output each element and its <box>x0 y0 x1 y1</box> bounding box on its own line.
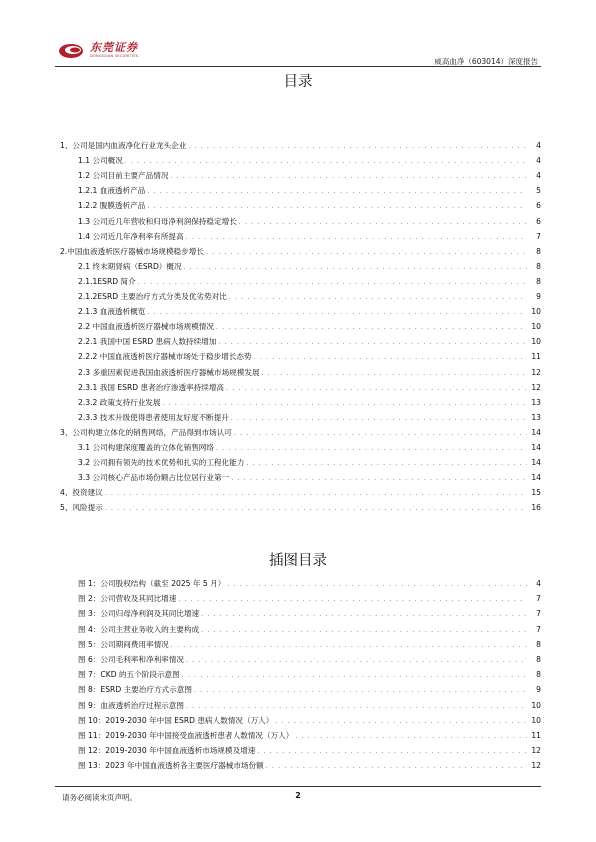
dot-leader <box>186 701 527 712</box>
toc-entry-page: 10 <box>531 307 541 317</box>
dot-leader <box>147 186 527 197</box>
dot-leader <box>194 685 527 696</box>
toc-entry-page: 4 <box>536 156 541 166</box>
toc-entry[interactable] <box>78 457 541 468</box>
logo-english-name: DONGGUAN SECURITIES <box>90 53 139 58</box>
dot-leader <box>231 473 527 484</box>
dot-leader <box>229 292 527 303</box>
figure-entry-page: 8 <box>536 670 541 680</box>
dot-leader <box>201 625 527 636</box>
footer-divider <box>55 786 541 787</box>
figure-entry-label: 图 4：公司主营业务收入的主要构成 <box>78 624 200 634</box>
figure-entry-page: 10 <box>531 700 541 710</box>
toc-entry-page: 13 <box>531 397 541 407</box>
toc-entry-label: 2.3 多重因素促进我国血液透析医疗器械市场规模发展 <box>78 367 260 377</box>
dot-leader <box>262 368 527 379</box>
toc-entry-page: 14 <box>531 443 541 452</box>
toc-entry[interactable] <box>78 367 541 378</box>
dot-leader <box>186 655 527 666</box>
toc-entry-page: 4 <box>536 171 541 181</box>
toc-entry[interactable] <box>78 185 541 196</box>
toc-entry-label: 1、公司是国内血液净化行业龙头企业 <box>60 141 187 150</box>
toc-entry[interactable] <box>78 216 541 227</box>
figure-entry[interactable] <box>78 593 541 604</box>
dot-leader <box>178 594 527 605</box>
toc-entry-page: 9 <box>536 292 541 301</box>
toc-entry-page: 4 <box>536 141 541 150</box>
figure-list-title: 插图目录 <box>269 553 327 569</box>
toc-entry[interactable] <box>78 397 541 408</box>
figure-entry[interactable] <box>78 760 541 771</box>
figure-entry-page: 7 <box>536 594 541 604</box>
report-title: 威高血净（603014）深度报告 <box>434 57 538 66</box>
figure-entry-page: 8 <box>536 655 541 664</box>
toc-entry[interactable] <box>78 155 541 166</box>
figure-entry-label: 图 13：2023 年中国血液透析各主要医疗器械市场份额 <box>78 761 264 771</box>
logo-chinese-name: 东莞证券 <box>90 40 138 54</box>
dot-leader <box>275 716 527 727</box>
dot-leader <box>186 232 527 243</box>
figure-entry-page: 12 <box>531 761 541 771</box>
toc-entry-page: 8 <box>536 276 541 286</box>
toc-entry-label: 1.3 公司近几年营收和归母净利润保持稳定增长 <box>78 216 237 226</box>
toc-entry-page: 10 <box>531 322 541 332</box>
dot-leader <box>182 670 527 681</box>
toc-entry-label: 2.2.1 我国中国 ESRD 患病人数持续增加 <box>78 337 217 347</box>
figure-entry[interactable] <box>78 700 541 711</box>
toc-entry[interactable] <box>60 246 541 257</box>
figure-entry-page: 9 <box>536 685 541 695</box>
toc-entry[interactable] <box>78 306 541 317</box>
figure-entry-label: 图 3：公司归母净利润及其同比增速 <box>78 609 200 619</box>
toc-entry[interactable] <box>60 140 541 151</box>
figure-entry-page: 7 <box>536 624 541 634</box>
figure-entry-page: 4 <box>536 579 541 588</box>
toc-entry-label: 2.3.3 技术升级使得患者使用友好度不断提升 <box>78 412 229 422</box>
header-divider <box>55 66 541 67</box>
figure-entry[interactable] <box>78 624 541 635</box>
toc-entry-page: 12 <box>531 367 541 377</box>
toc-entry[interactable] <box>60 502 541 513</box>
figure-entry-label: 图 12：2019-2030 年中国血液透析市场规模及增速 <box>78 746 256 756</box>
toc-entry-page: 8 <box>536 261 541 271</box>
toc-entry-page: 10 <box>531 337 541 347</box>
figure-entry-label: 图 5：公司期间费用率情况 <box>78 639 169 649</box>
dot-leader <box>246 458 527 469</box>
toc-entry-label: 2.1.1ESRD 简介 <box>78 276 136 286</box>
figure-entry[interactable] <box>78 654 541 665</box>
dot-leader <box>254 352 527 363</box>
dot-leader <box>226 383 527 394</box>
page-number: 2 <box>295 791 301 800</box>
logo-mark-icon <box>58 40 86 60</box>
toc-entry-label: 2.2.2 中国血液透析医疗器械市场处于稳步增长态势 <box>78 352 252 362</box>
dot-leader <box>105 503 527 514</box>
toc-entry-page: 7 <box>536 231 541 241</box>
dot-leader <box>266 761 527 772</box>
dot-leader <box>147 201 527 212</box>
dot-leader <box>216 322 527 333</box>
toc-entry[interactable] <box>78 351 541 362</box>
dot-leader <box>234 428 527 439</box>
dot-leader <box>147 307 527 318</box>
toc-entry[interactable] <box>60 427 541 438</box>
toc-entry[interactable] <box>78 412 541 423</box>
toc-entry-label: 1.2.2 腹膜透析产品 <box>78 201 146 211</box>
figure-entry-label: 图 7：CKD 的五个阶段示意图 <box>78 670 180 680</box>
toc-entry[interactable] <box>60 487 541 498</box>
toc-entry[interactable] <box>78 261 541 272</box>
figure-entry[interactable] <box>78 730 541 741</box>
toc-entry-label: 2.1.2ESRD 主要治疗方式分类及优劣势对比 <box>78 292 227 301</box>
toc-entry[interactable] <box>78 442 541 453</box>
figure-entry-label: 图 2：公司营收及其同比增速 <box>78 594 177 604</box>
figure-entry-page: 10 <box>531 715 541 725</box>
dot-leader <box>216 443 527 454</box>
figure-entry-label: 图 9：血液透析治疗过程示意图 <box>78 700 184 710</box>
toc-entry-page: 6 <box>536 216 541 226</box>
toc-entry-label: 4、投资建议 <box>60 488 103 498</box>
figure-entry-page: 12 <box>531 746 541 756</box>
toc-entry-label: 1.1 公司概况 <box>78 156 123 166</box>
toc-entry[interactable] <box>78 291 541 302</box>
toc-entry-page: 6 <box>536 201 541 211</box>
dot-leader <box>105 488 527 499</box>
toc-entry-page: 11 <box>531 352 541 362</box>
toc-entry-label: 5、风险提示 <box>60 503 103 513</box>
toc-entry-label: 3.3 公司核心产品市场份额占比位居行业第一 <box>78 473 230 483</box>
toc-entry-page: 14 <box>531 427 541 437</box>
dot-leader <box>163 398 528 409</box>
figure-entry[interactable] <box>78 715 541 726</box>
figure-entry[interactable] <box>78 745 541 756</box>
toc-entry-page: 15 <box>531 488 541 498</box>
toc-entry-label: 2.3.1 我国 ESRD 患者治疗渗透率持续增高 <box>78 382 225 392</box>
toc-entry-page: 14 <box>531 473 541 483</box>
dot-leader <box>227 579 527 590</box>
toc-entry-label: 1.2.1 血液透析产品 <box>78 186 146 196</box>
toc-entry-label: 2.1.3 血液透析概览 <box>78 307 146 317</box>
dot-leader <box>231 413 527 424</box>
dot-leader <box>188 141 527 152</box>
figure-entry-label: 图 8：ESRD 主要治疗方式示意图 <box>78 685 192 695</box>
toc-entry[interactable] <box>78 321 541 332</box>
dot-leader <box>125 156 527 167</box>
toc-title: 目录 <box>283 74 313 90</box>
figure-entry[interactable] <box>78 684 541 695</box>
toc-entry[interactable] <box>78 170 541 181</box>
figure-entry-page: 8 <box>536 639 541 649</box>
toc-entry-label: 2.中国血液透析医疗器械市场规模稳步增长 <box>60 246 204 256</box>
dot-leader <box>171 640 527 651</box>
figure-entry[interactable] <box>78 608 541 619</box>
figure-entry-label: 图 6：公司毛利率和净利率情况 <box>78 655 184 664</box>
dot-leader <box>170 171 527 182</box>
toc-entry-label: 1.4 公司近几年净利率有所提高 <box>78 231 184 241</box>
figure-entry[interactable] <box>78 669 541 680</box>
dot-leader <box>184 262 527 273</box>
figure-entry[interactable] <box>78 578 541 589</box>
disclaimer-note: 请务必阅读末页声明。 <box>62 793 137 802</box>
page-header <box>0 0 596 70</box>
dot-leader <box>218 337 527 348</box>
toc-entry[interactable] <box>78 276 541 287</box>
toc-entry-label: 2.1 终末期肾病（ESRD）概况 <box>78 261 182 271</box>
figure-entry-page: 11 <box>531 731 541 740</box>
toc-entry-label: 3.2 公司拥有领先的技术优势和扎实的工程化能力 <box>78 458 245 468</box>
toc-entry-page: 16 <box>531 503 541 513</box>
toc-entry[interactable] <box>78 200 541 211</box>
figure-entry-label: 图 10：2019-2030 年中国 ESRD 患病人数情况（万人） <box>78 715 274 725</box>
dot-leader <box>257 746 527 757</box>
toc-entry[interactable] <box>78 231 541 242</box>
dot-leader <box>295 731 527 742</box>
toc-entry-page: 14 <box>531 458 541 468</box>
dot-leader <box>206 247 527 258</box>
company-logo <box>58 40 138 60</box>
toc-entry-label: 3、公司构建立体化的销售网络，产品得到市场认可 <box>60 427 232 437</box>
toc-entry[interactable] <box>78 382 541 393</box>
toc-entry-label: 3.1 公司构建深度覆盖的立体化销售网络 <box>78 443 214 452</box>
figure-entry[interactable] <box>78 639 541 650</box>
toc-entry-label: 2.2 中国血液透析医疗器械市场规模情况 <box>78 322 214 332</box>
toc-entry-page: 13 <box>531 412 541 422</box>
toc-entry-page: 8 <box>536 246 541 256</box>
figure-entry-label: 图 11：2019-2030 年中国接受血液透析患者人数情况（万人） <box>78 731 294 740</box>
toc-entry-label: 1.2 公司目前主要产品情况 <box>78 171 169 181</box>
dot-leader <box>138 277 527 288</box>
dot-leader <box>201 609 527 620</box>
toc-entry[interactable] <box>78 336 541 347</box>
figure-entry-label: 图 1：公司股权结构（截至 2025 年 5 月） <box>78 579 226 588</box>
toc-entry-label: 2.3.2 政策支持行业发展 <box>78 397 161 407</box>
figure-entry-page: 7 <box>536 609 541 619</box>
toc-entry-page: 12 <box>531 382 541 392</box>
toc-entry[interactable] <box>78 472 541 483</box>
toc-entry-page: 5 <box>536 186 541 196</box>
dot-leader <box>239 217 527 228</box>
